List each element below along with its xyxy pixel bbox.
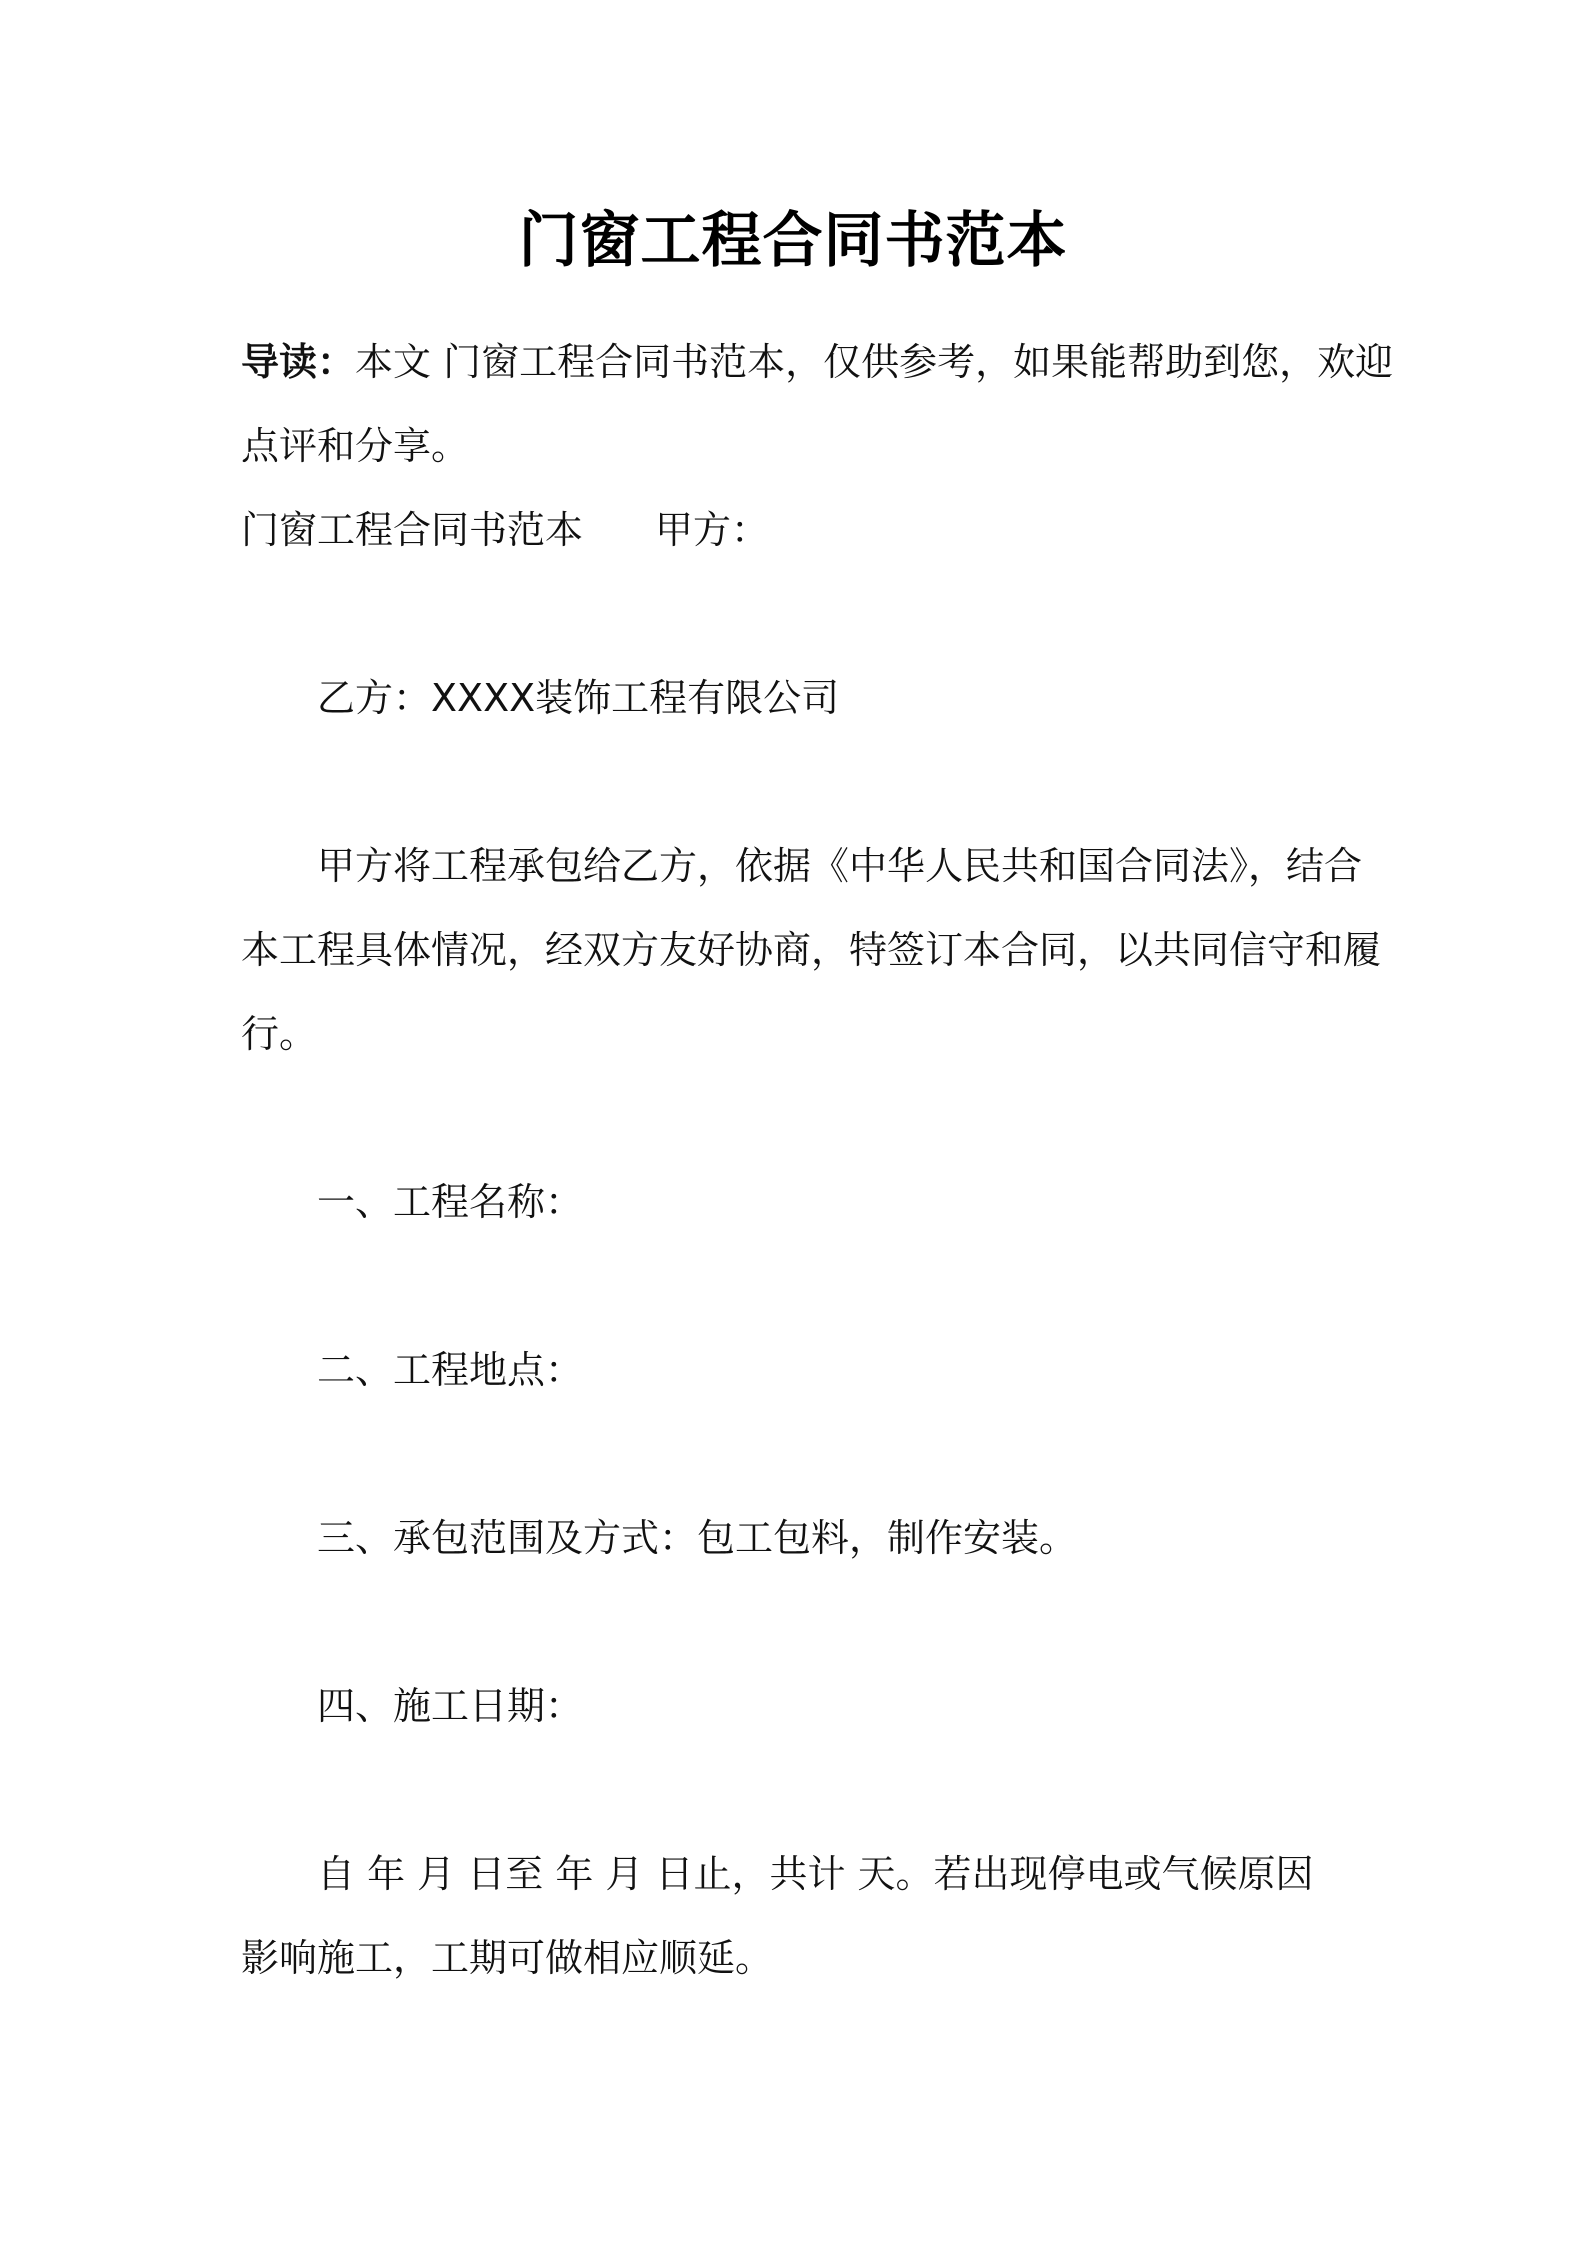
party-b-line: 乙方：XXXX装饰工程有限公司 [317,676,840,720]
section-schedule: 四、施工日期： [317,1684,584,1728]
preamble-line-3: 行。 [241,1012,318,1056]
header-line [241,488,769,572]
intro-label: 导读： [241,340,356,384]
document-title: 门窗工程合同书范本 [518,206,1068,276]
schedule-detail-line-1: 自 年 月 日至 年 月 日止，共计 天。若出现停电或气候原因 [317,1852,1314,1896]
schedule-detail-line-2: 影响施工，工期可做相应顺延。 [241,1936,774,1980]
intro-line-2: 点评和分享。 [241,424,470,468]
section-project-name: 一、工程名称： [317,1180,584,1224]
party-a-label: 甲方： [655,508,770,552]
section-project-location: 二、工程地点： [317,1348,584,1392]
header-title: 门窗工程合同书范本 [241,508,584,552]
preamble-line-1: 甲方将工程承包给乙方，依据《中华人民共和国合同法》，结合 [317,844,1363,888]
preamble-line-2: 本工程具体情况，经双方友好协商，特签订本合同，以共同信守和履 [241,928,1382,972]
section-scope: 三、承包范围及方式：包工包料，制作安装。 [317,1516,1078,1560]
intro-line-1 [241,320,1393,404]
intro-text-line-1: 本文 门窗工程合同书范本，仅供参考，如果能帮助到您，欢迎 [355,340,1394,384]
